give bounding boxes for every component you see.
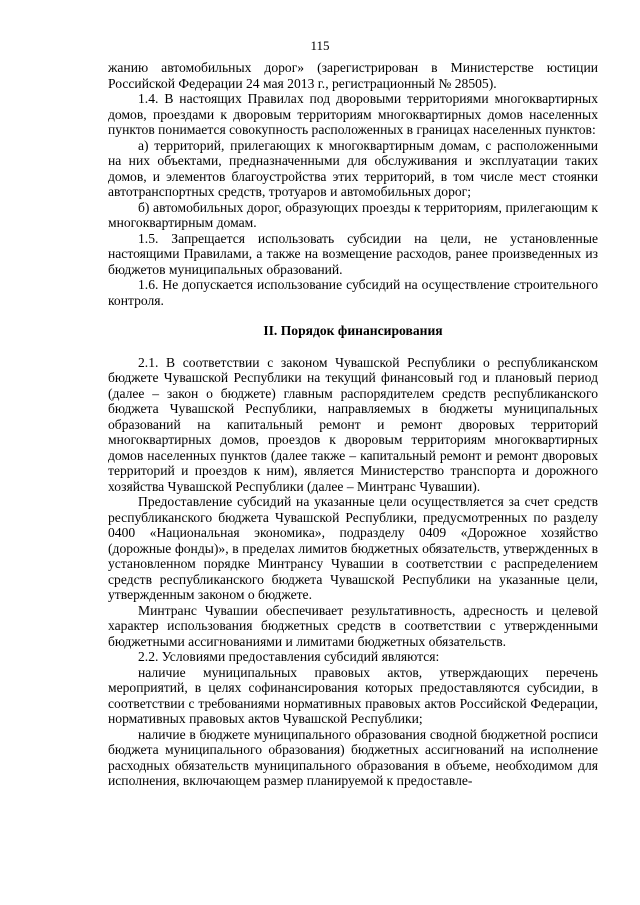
paragraph-condition-legal-acts: наличие муниципальных правовых актов, утверждающих перечень мероприятий, в целях софинансирования которых предоставляются субсидии, в соответствии с требованиями нормативных правовых актов Российской Федерации, нормативных правовых актов Чувашской Республики; — [108, 664, 598, 726]
paragraph-2-1: 2.1. В соответствии с законом Чувашской Республики о республиканском бюджете Чувашской Республики на текущий финансовый год и плановый период (далее – закон о бюджете) главным распорядителем средств республиканского бюджета Чувашской Республики, направляемых в бюджеты муниципальных образований на капитальный ремонт и ремонт дворовых территорий многоквартирных домов, проездов к дворовым территориям многоквартирных домов населенных пунктов (далее также – капитальный ремонт и ремонт дворовых территорий и проездов к ним), является Министерство транспорта и дорожного хозяйства Чувашской Республики (далее – Минтранс Чувашии). — [108, 354, 598, 494]
paragraph-1-4-a: а) территорий, прилегающих к многоквартирным домам, с расположенными на них объектами, предназначенными для обслуживания и эксплуатации таких домов, и элементов благоустройства этих территорий, в том числе мест стоянки автотранспортных средств, тротуаров и автомобильных дорог; — [108, 137, 598, 199]
paragraph-subsidy-provision: Предоставление субсидий на указанные цели осуществляется за счет средств республиканского бюджета Чувашской Республики, предусмотренных по разделу 0400 «Национальная экономика», подразделу 0409 «Дорожное хозяйство (дорожные фонды)», в пределах лимитов бюджетных обязательств, утвержденных в установленном порядке Минтрансу Чувашии в соответствии с распределением средств республиканского бюджета Чувашской Республики на указанные цели, утвержденным законом о бюджете. — [108, 494, 598, 602]
page-number: 115 — [310, 38, 330, 53]
paragraph-1-6: 1.6. Не допускается использование субсидий на осуществление строительного контроля. — [108, 277, 598, 308]
paragraph-continuation: жанию автомобильных дорог» (зарегистрирован в Министерстве юстиции Российской Федерации 24 мая 2013 г., регистрационный № 28505). — [108, 60, 598, 91]
paragraph-1-4: 1.4. В настоящих Правилах под дворовыми территориями многоквартирных домов, проездами к дворовым территориям многоквартирных домов населенных пунктов понимается совокупность расположенных в границах населенных пунктов: — [108, 91, 598, 137]
document-body — [108, 60, 598, 789]
section-heading: II. Порядок финансирования — [263, 323, 443, 338]
paragraph-1-5: 1.5. Запрещается использовать субсидии на цели, не установленные настоящими Правилами, а также на возмещение расходов, ранее произведенных из бюджетов муниципальных образований. — [108, 230, 598, 277]
paragraph-2-2: 2.2. Условиями предоставления субсидий являются: — [138, 649, 440, 664]
paragraph-condition-budget: наличие в бюджете муниципального образования сводной бюджетной росписи бюджета муниципального образования) бюджетных ассигнований на исполнение расходных обязательств муниципального образования в объеме, необходимом для исполнения, включающем размер планируемой к предоставле- — [108, 726, 598, 788]
paragraph-1-4-b: б) автомобильных дорог, образующих проезды к территориям, прилегающим к многоквартирным домам. — [108, 199, 598, 230]
paragraph-mintrans-ensures: Минтранс Чувашии обеспечивает результативность, адресность и целевой характер использования бюджетных средств в соответствии с утвержденными бюджетными ассигнованиями и лимитами бюджетных обязательств. — [108, 602, 598, 649]
